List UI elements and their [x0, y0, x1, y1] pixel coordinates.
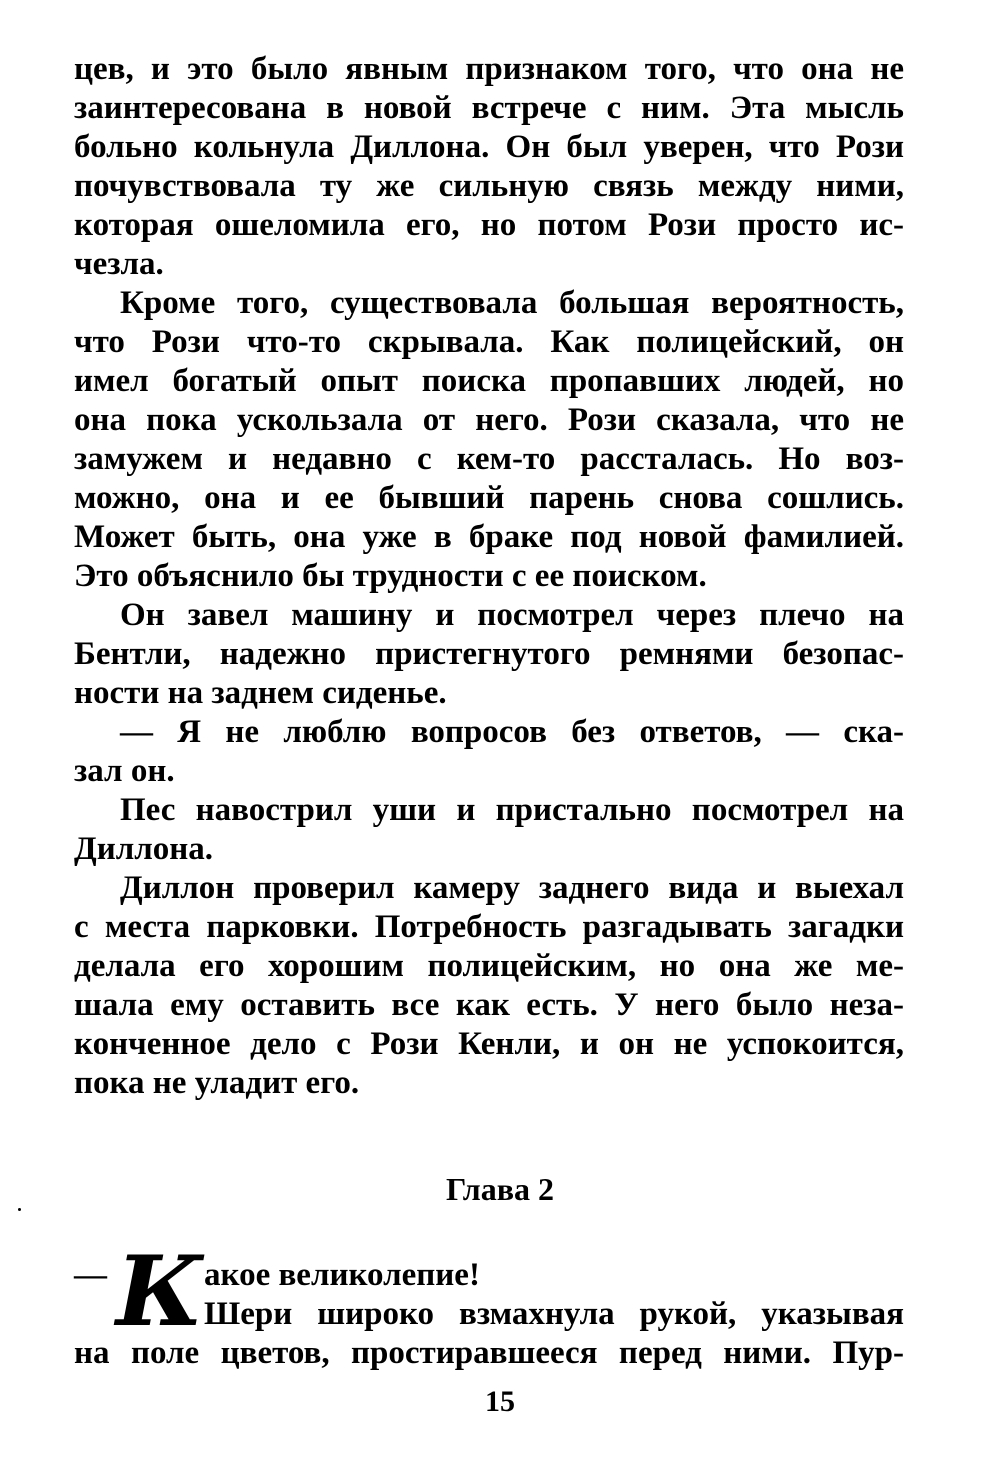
- speck: [18, 1208, 21, 1211]
- chapter-line-3: на поле цветов, простиравшееся перед ними. Пур-: [74, 1335, 904, 1371]
- text-line: пока не уладит его.: [74, 1065, 360, 1101]
- text-line: Диллона.: [74, 831, 214, 867]
- page-number: 15: [485, 1385, 515, 1418]
- text-line: чезла.: [74, 246, 164, 282]
- text-line: Бентли, надежно пристегнутого ремнями безопас-: [74, 636, 904, 672]
- dialogue-dash: —: [74, 1257, 107, 1293]
- text-line: Это объяснило бы трудности с ее поиском.: [74, 558, 707, 594]
- text-line: Он завел машину и посмотрел через плечо на: [120, 597, 904, 633]
- text-line: почувствовала ту же сильную связь между ними,: [74, 168, 904, 204]
- text-line: что Рози что-то скрывала. Как полицейский, он: [74, 324, 904, 360]
- text-line: — Я не люблю вопросов без ответов, — ска-: [120, 714, 904, 750]
- text-line: Кроме того, существовала большая вероятность,: [120, 285, 904, 321]
- text-line: Пес навострил уши и пристально посмотрел на: [120, 792, 904, 828]
- text-line: имел богатый опыт поиска пропавших людей, но: [74, 363, 904, 399]
- chapter-line-2: Шери широко взмахнула рукой, указывая: [204, 1296, 904, 1332]
- text-line: заинтересована в новой встрече с ним. Эта мысль: [74, 90, 904, 126]
- text-line: конченное дело с Рози Кенли, и он не успокоится,: [74, 1026, 904, 1062]
- text-line: зал он.: [74, 753, 175, 789]
- text-line: делала его хорошим полицейским, но она же ме-: [74, 948, 904, 984]
- text-line: Диллон проверил камеру заднего вида и выехал: [120, 870, 904, 906]
- text-line: ности на заднем сиденье.: [74, 675, 447, 711]
- text-line: цев, и это было явным признаком того, что она не: [74, 51, 904, 87]
- text-line: больно кольнула Диллона. Он был уверен, что Рози: [74, 129, 904, 165]
- text-line: с места парковки. Потребность разгадывать загадки: [74, 909, 904, 945]
- text-line: замужем и недавно с кем-то рассталась. Но воз-: [74, 441, 904, 477]
- chapter-title: Глава 2: [446, 1171, 554, 1207]
- text-line: она пока ускользала от него. Рози сказала, что не: [74, 402, 904, 438]
- text-line: шала ему оставить все как есть. У него было неза-: [74, 987, 904, 1023]
- text-line: Может быть, она уже в браке под новой фамилией.: [74, 519, 904, 555]
- chapter-line-1: акое великолепие!: [204, 1257, 480, 1293]
- text-line: которая ошеломила его, но потом Рози просто ис-: [74, 207, 904, 243]
- text-line: можно, она и ее бывший парень снова сошлись.: [74, 480, 904, 516]
- drop-cap: К: [116, 1235, 204, 1348]
